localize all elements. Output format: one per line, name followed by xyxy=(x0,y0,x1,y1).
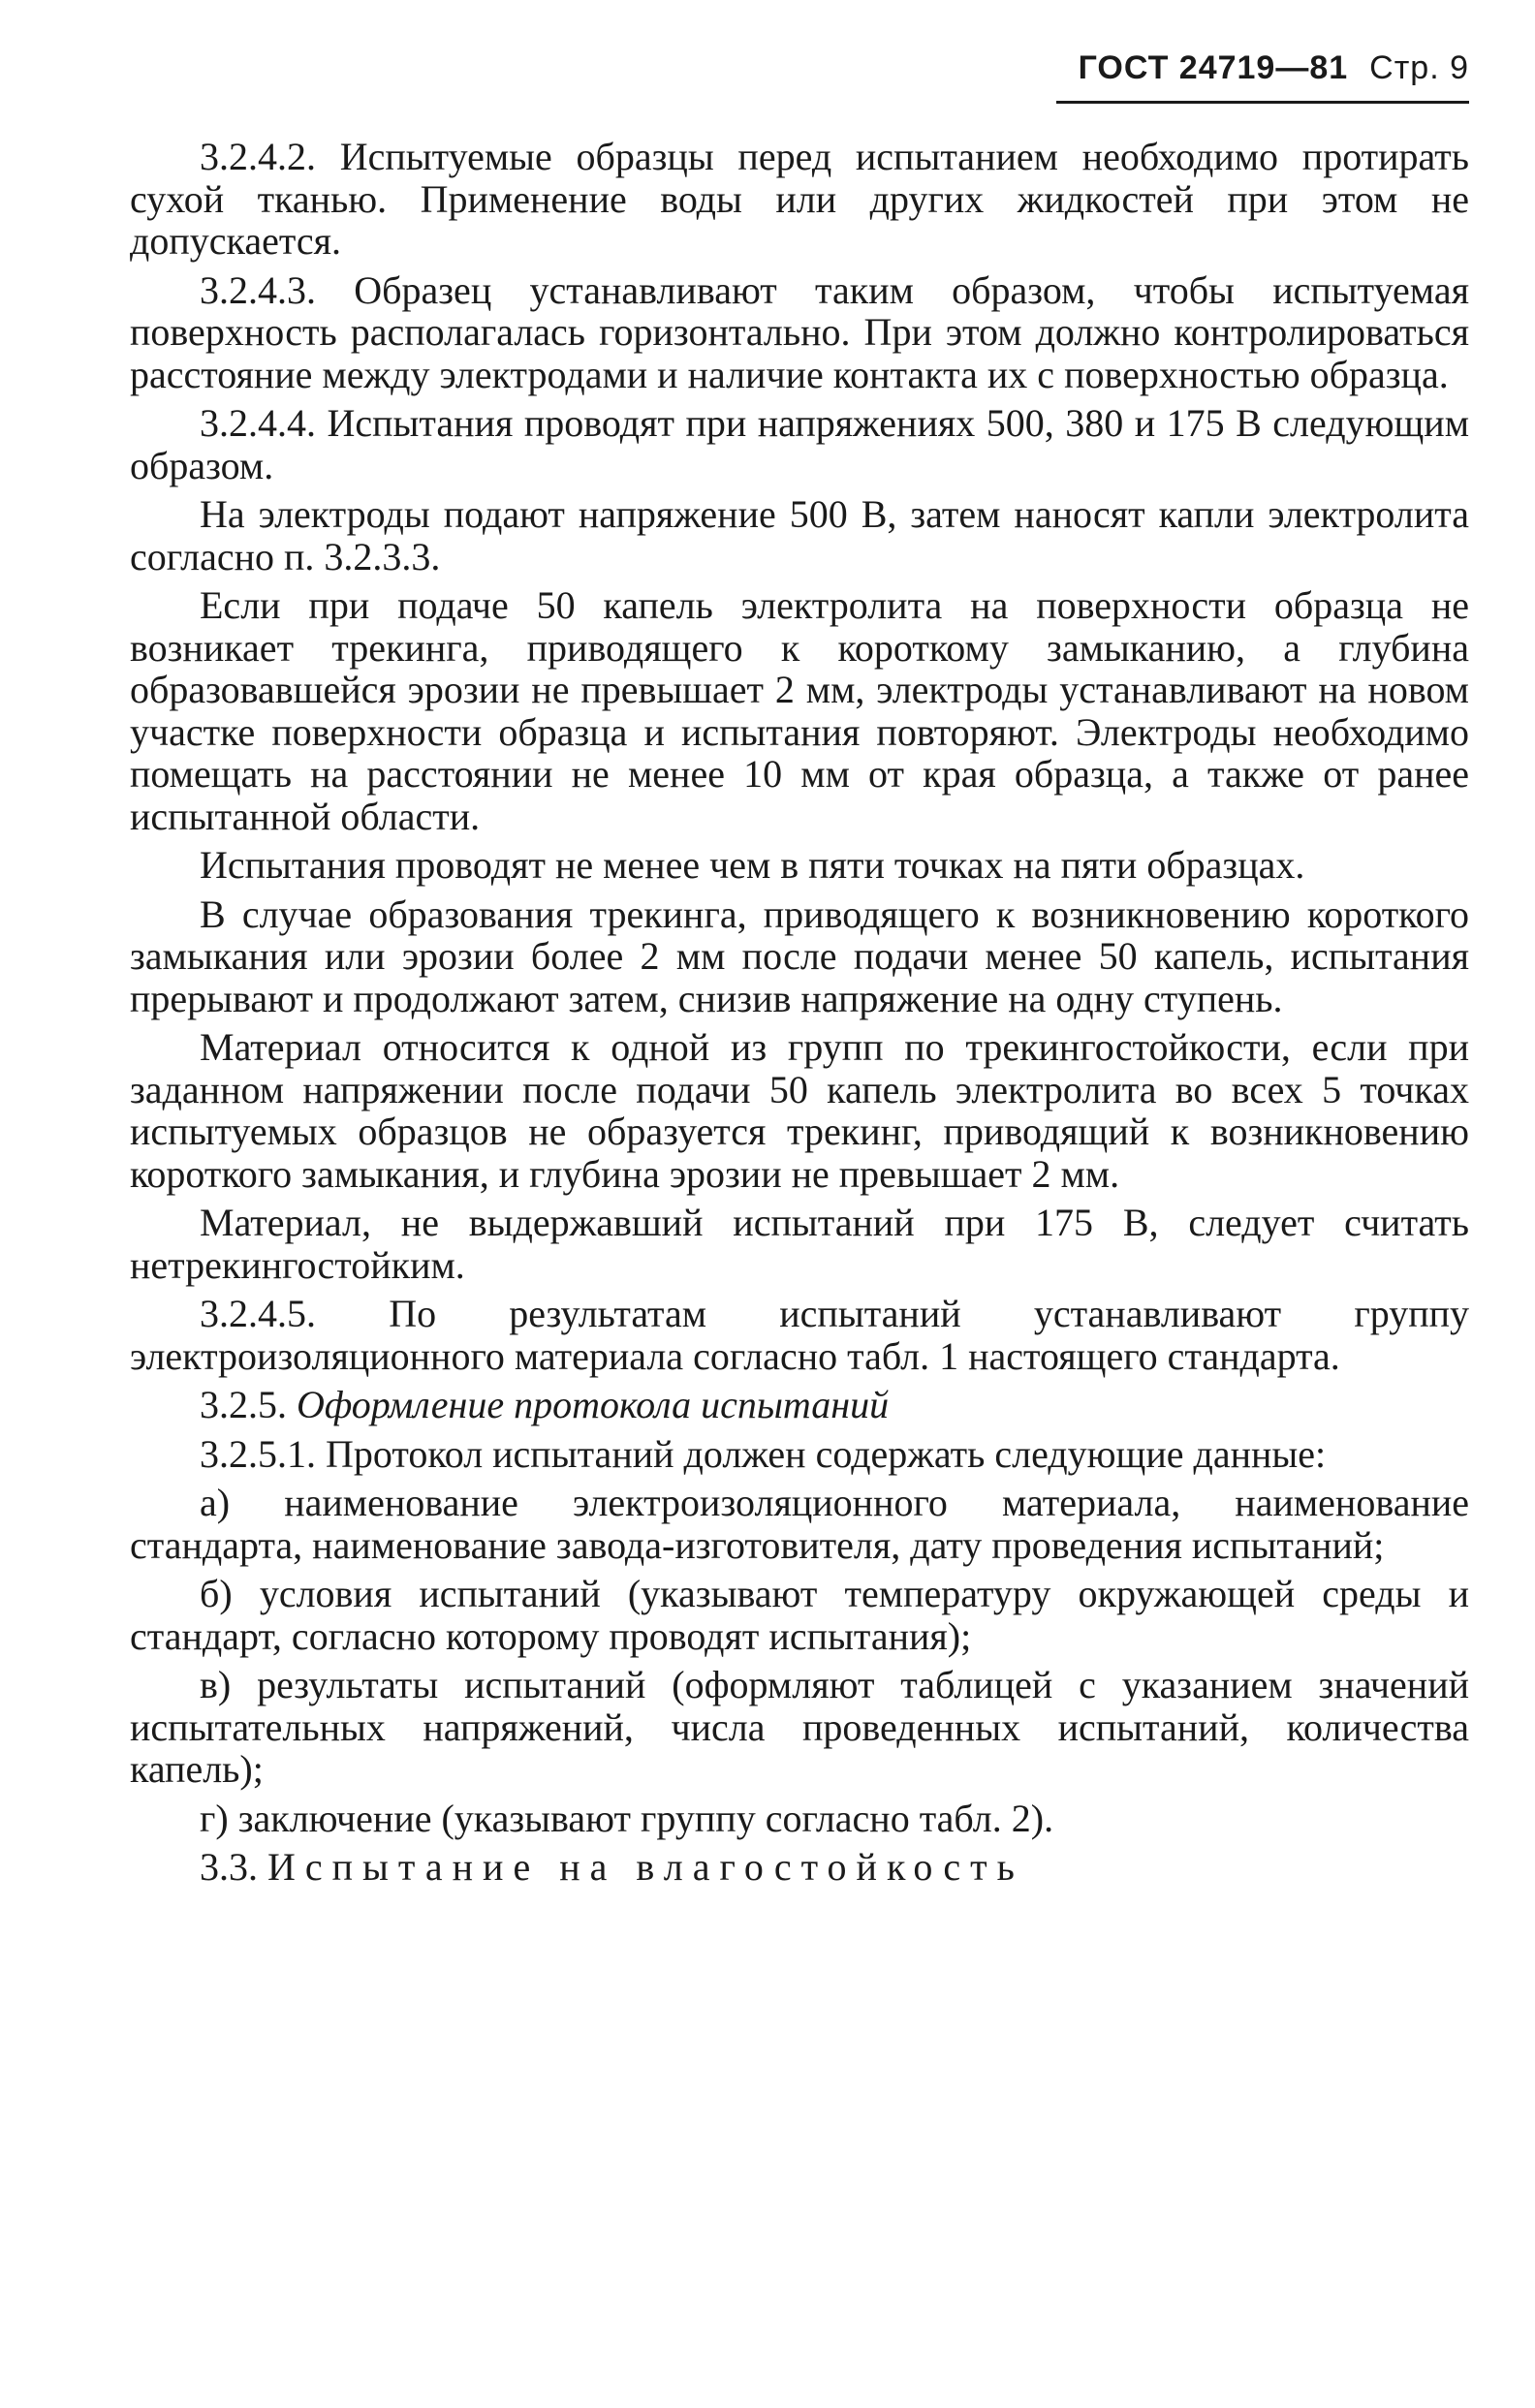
paragraph xyxy=(130,136,1469,263)
section-heading-3-3 xyxy=(130,1846,1469,1889)
paragraph xyxy=(130,844,1469,887)
page-header xyxy=(1056,48,1469,104)
section-heading-3-2-5 xyxy=(130,1384,1469,1426)
clause-number: 3.3. xyxy=(200,1845,258,1889)
clause-number: 3.2.5.1. xyxy=(200,1431,316,1476)
paragraph xyxy=(130,493,1469,578)
paragraph-text: Испытания проводят не менее чем в пяти точках на пяти образцах. xyxy=(200,843,1305,887)
clause-number: 3.2.4.4. xyxy=(200,401,316,445)
paragraph-text: Испытания проводят при напряжениях 500, 380 и 175 В следующим образом. xyxy=(130,401,1470,487)
paragraph xyxy=(130,402,1469,486)
list-marker: а) xyxy=(200,1481,231,1524)
list-item xyxy=(130,1798,1469,1840)
paragraph-text: Материал, не выдержавший испытаний при 175 В, следует считать нетрекингостойким. xyxy=(130,1201,1469,1287)
paragraph xyxy=(130,893,1469,1020)
paragraph-text: На электроды подают напряжение 500 В, затем наносят капли электролита согласно п. 3.2.3.3. xyxy=(130,492,1469,579)
list-marker: г) xyxy=(200,1796,229,1840)
list-item-text: условия испытаний (указывают температуру окружающей среды и стандарт, согласно которому проводят испытания); xyxy=(130,1572,1469,1658)
clause-number: 3.2.4.2. xyxy=(200,135,316,178)
page-number: Стр. 9 xyxy=(1369,49,1469,86)
paragraph-text: Если при подаче 50 капель электролита на поверхности образца не возникает трекинга, приводящего к короткому замыканию, а глубина образовавшейся эрозии не превышает 2 мм, электроды устанавливают на новом участке поверхности образца и испытания повторяют. Электроды необходимо помещать на расстоянии не менее 10 мм от края образца, а также от ранее испытанной области. xyxy=(130,583,1469,838)
clause-number: 3.2.4.5. xyxy=(200,1292,316,1335)
list-item xyxy=(130,1482,1469,1566)
list-marker: б) xyxy=(200,1572,233,1615)
list-item xyxy=(130,1573,1469,1657)
paragraph xyxy=(130,584,1469,837)
paragraph xyxy=(130,1202,1469,1286)
clause-number: 3.2.4.3. xyxy=(200,267,316,312)
document-body xyxy=(130,136,1469,1895)
section-title: Испытание на влагостойкость xyxy=(267,1845,1024,1889)
paragraph-text: Протокол испытаний должен содержать следующие данные: xyxy=(326,1431,1327,1476)
clause-number: 3.2.5. xyxy=(200,1383,287,1426)
paragraph-text: Испытуемые образцы перед испытанием необходимо протирать сухой тканью. Применение воды или других жидкостей при этом не допускается. xyxy=(130,135,1469,263)
paragraph-text: Материал относится к одной из групп по трекингостойкости, если при заданном напряжении после подачи 50 капель электролита во всех 5 точках испытуемых образцов не образуется трекинг, приводящий к возникновению короткого замыкания, и глубина эрозии не превышает 2 мм. xyxy=(130,1025,1469,1196)
standard-number: ГОСТ 24719—81 xyxy=(1078,49,1349,86)
paragraph xyxy=(130,1026,1469,1195)
paragraph xyxy=(130,1293,1469,1377)
section-title: Оформление протокола испытаний xyxy=(297,1383,890,1426)
paragraph-text: В случае образования трекинга, приводящего к возникновению короткого замыкания или эрозии более 2 мм после подачи менее 50 капель, испытания прерывают и продолжают затем, снизив напряжение на одну ступень. xyxy=(130,891,1469,1020)
list-marker: в) xyxy=(200,1663,232,1706)
paragraph-text: Образец устанавливают таким образом, чтобы испытуемая поверхность располагалась горизонтально. При этом должно контролироваться расстояние между электродами и наличие контакта их с поверхностью образца. xyxy=(130,267,1470,396)
list-item-text: наименование электроизоляционного материала, наименование стандарта, наименование завода-изготовителя, дату проведения испытаний; xyxy=(130,1481,1470,1567)
list-item-text: результаты испытаний (оформляют таблицей с указанием значений испытательных напряжений, числа проведенных испытаний, количества капель); xyxy=(130,1663,1470,1791)
list-item-text: заключение (указывают группу согласно табл. 2). xyxy=(237,1796,1054,1840)
paragraph xyxy=(130,1433,1469,1476)
list-item xyxy=(130,1664,1469,1791)
paragraph-text: По результатам испытаний устанавливают группу электроизоляционного материала согласно табл. 1 настоящего стандарта. xyxy=(130,1292,1470,1378)
paragraph xyxy=(130,269,1469,396)
